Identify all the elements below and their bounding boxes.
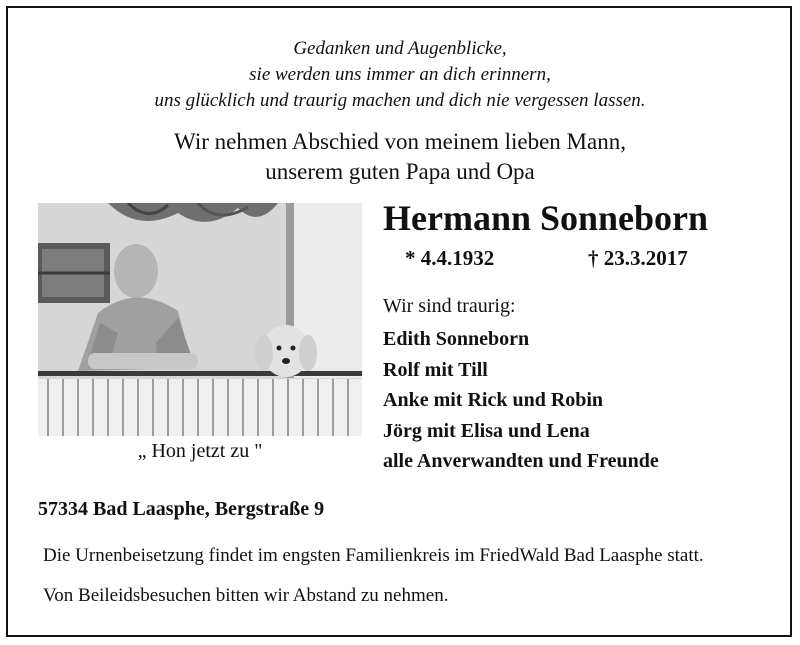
mourners-intro: Wir sind traurig: — [383, 295, 516, 317]
mourner-name: Edith Sonneborn — [383, 328, 530, 350]
portrait-photo — [38, 203, 362, 436]
family-address: 57334 Bad Laasphe, Bergstraße 9 — [38, 498, 325, 520]
poem-line: uns glücklich und traurig machen und dich nie vergessen lassen. — [154, 90, 646, 111]
poem — [0, 36, 800, 114]
deceased-name: Hermann Sonneborn — [383, 198, 709, 238]
poem-line: sie werden uns immer an dich erinnern, — [249, 64, 551, 85]
poem-line: Gedanken und Augenblicke, — [293, 38, 507, 59]
birth-date: * 4.4.1932 — [405, 246, 495, 270]
death-date: † 23.3.2017 — [588, 246, 688, 270]
farewell-text — [0, 127, 800, 187]
mourner-name: Rolf mit Till — [383, 358, 488, 381]
farewell-line: unserem guten Papa und Opa — [265, 159, 535, 184]
portrait-illustration — [38, 203, 362, 436]
condolence-notice: Von Beileidsbesuchen bitten wir Abstand zu nehmen. — [43, 585, 449, 606]
mourner-name: alle Anverwandten und Freunde — [383, 450, 659, 472]
farewell-line: Wir nehmen Abschied von meinem lieben Mann, — [174, 129, 626, 154]
burial-notice: Die Urnenbeisetzung findet im engsten Familienkreis im FriedWald Bad Laasphe statt. — [43, 545, 704, 566]
mourners-list — [383, 324, 659, 477]
mourner-name: Anke mit Rick und Robin — [383, 389, 604, 411]
photo-caption: „ Hon jetzt zu " — [137, 440, 263, 462]
mourner-name: Jörg mit Elisa und Lena — [383, 419, 590, 442]
